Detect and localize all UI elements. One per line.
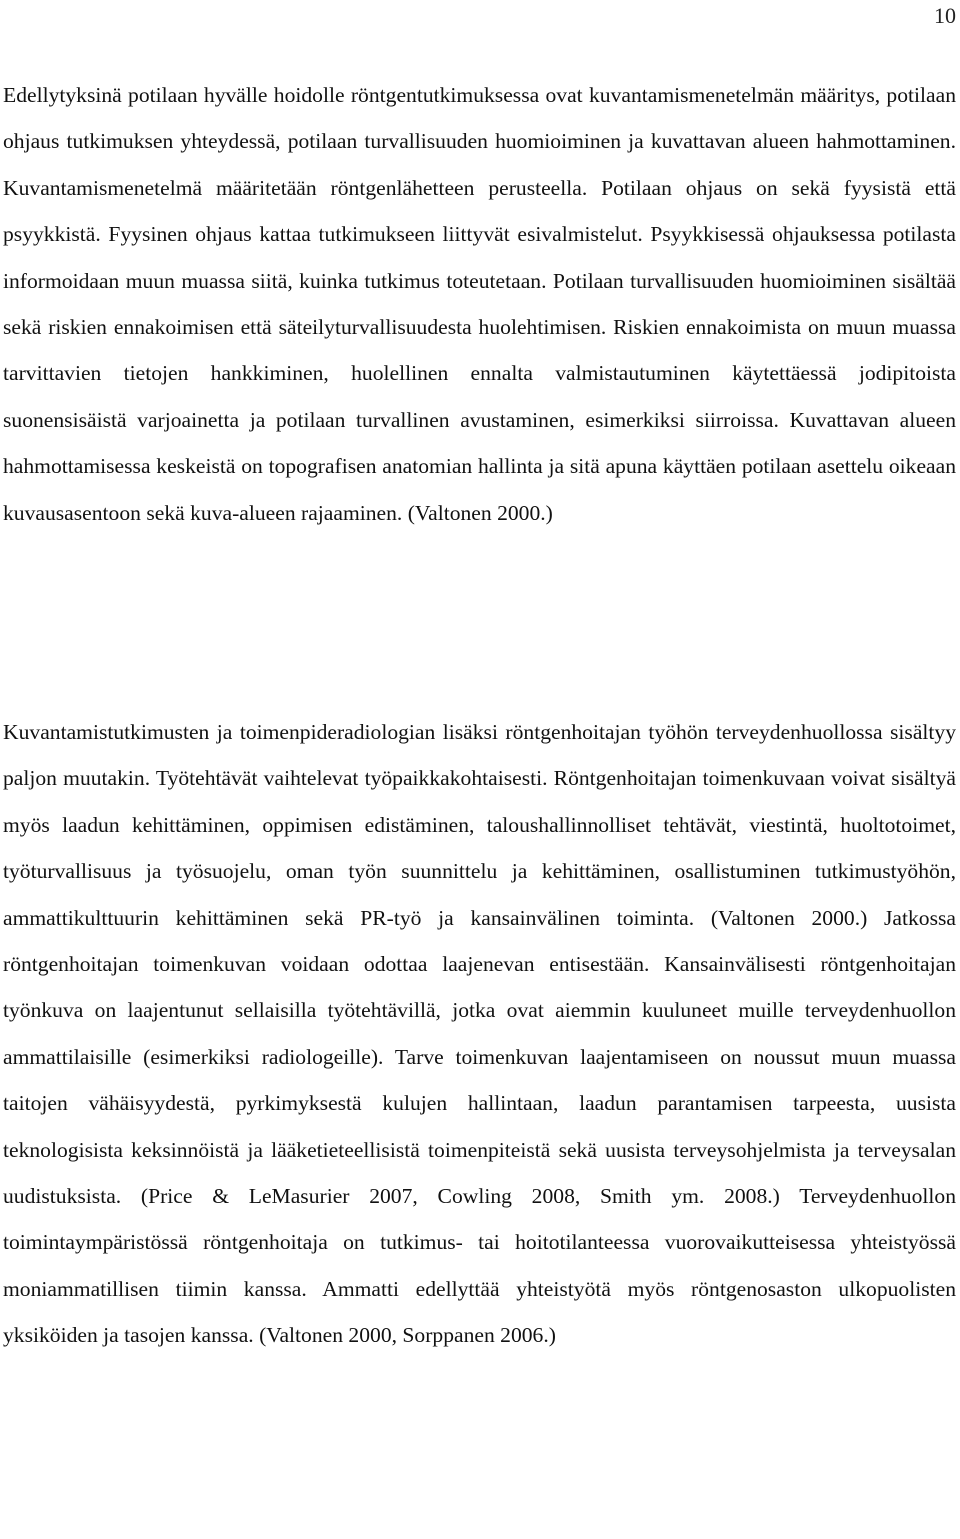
paragraph-examination-care: Edellytyksinä potilaan hyvälle hoidolle röntgentutkimuksessa ovat kuvantamismenetelmän määritys, potilaan ohjaus tutkimuksen yhteydessä, potilaan turvallisuuden huomioiminen ja kuvattavan alueen hahmottaminen. Kuvantamismenetelmä määritetään röntgenlähetteen perusteella. Potilaan ohjaus on sekä fyysistä että psyykkistä. Fyysinen ohjaus kattaa tutkimukseen liittyvät esivalmistelut. Psyykkisessä ohjauksessa potilasta informoidaan muun muassa siitä, kuinka tutkimus toteutetaan. Potilaan turvallisuuden huomioiminen sisältää sekä riskien ennakoimisen että säteilyturvallisuudesta huolehtimisen. Riskien ennakoimista on muun muassa tarvittavien tietojen hankkiminen, huolellinen ennalta valmistautuminen käytettäessä jodipitoista suonensisäistä varjoainetta ja potilaan turvallinen avustaminen, esimerkiksi siirroissa. Kuvattavan alueen hahmottamisessa keskeistä on topografisen anatomian hallinta ja sitä apuna käyttäen potilaan asettelu oikeaan kuvausasentoon sekä kuva-alueen rajaaminen. (Valtonen 2000.) (3, 83, 956, 525)
page-number: 10 (934, 3, 956, 28)
paragraph-radiographer-role: Kuvantamistutkimusten ja toimenpideradiologian lisäksi röntgenhoitajan työhön terveydenhuollossa sisältyy paljon muutakin. Työtehtävät vaihtelevat työpaikkakohtaisesti. Röntgenhoitajan toimenkuvaan voivat sisältyä myös laadun kehittäminen, oppimisen edistäminen, taloushallinnolliset tehtävät, viestintä, huoltotoimet, työturvallisuus ja työsuojelu, oman työn suunnittelu ja kehittäminen, osallistuminen tutkimustyöhön, ammattikulttuurin kehittäminen sekä PR-työ ja kansainvälinen toiminta. (Valtonen 2000.) Jatkossa röntgenhoitajan toimenkuvan voidaan odottaa laajenevan entisestään. Kansainvälisesti röntgenhoitajan työnkuva on laajentunut sellaisilla työtehtävillä, jotka ovat aiemmin kuuluneet muille terveydenhuollon ammattilaisille (esimerkiksi radiologeille). Tarve toimenkuvan laajentamiseen on noussut muun muassa taitojen vähäisyydestä, pyrkimyksestä kulujen hallintaan, laadun parantamisen tarpeesta, uusista teknologisista keksinnöistä ja lääketieteellisistä toimenpiteistä sekä uusista terveysohjelmista ja terveysalan uudistuksista. (Price & LeMasurier 2007, Cowling 2008, Smith ym. 2008.) Terveydenhuollon toimintaympäristössä röntgenhoitaja on tutkimus- tai hoitotilanteessa vuorovaikutteisessa yhteistyössä moniammatillisen tiimin kanssa. Ammatti edellyttää yhteistyötä myös röntgenosaston ulkopuolisten yksiköiden ja tasojen kanssa. (Valtonen 2000, Sorppanen 2006.) (3, 720, 956, 1348)
